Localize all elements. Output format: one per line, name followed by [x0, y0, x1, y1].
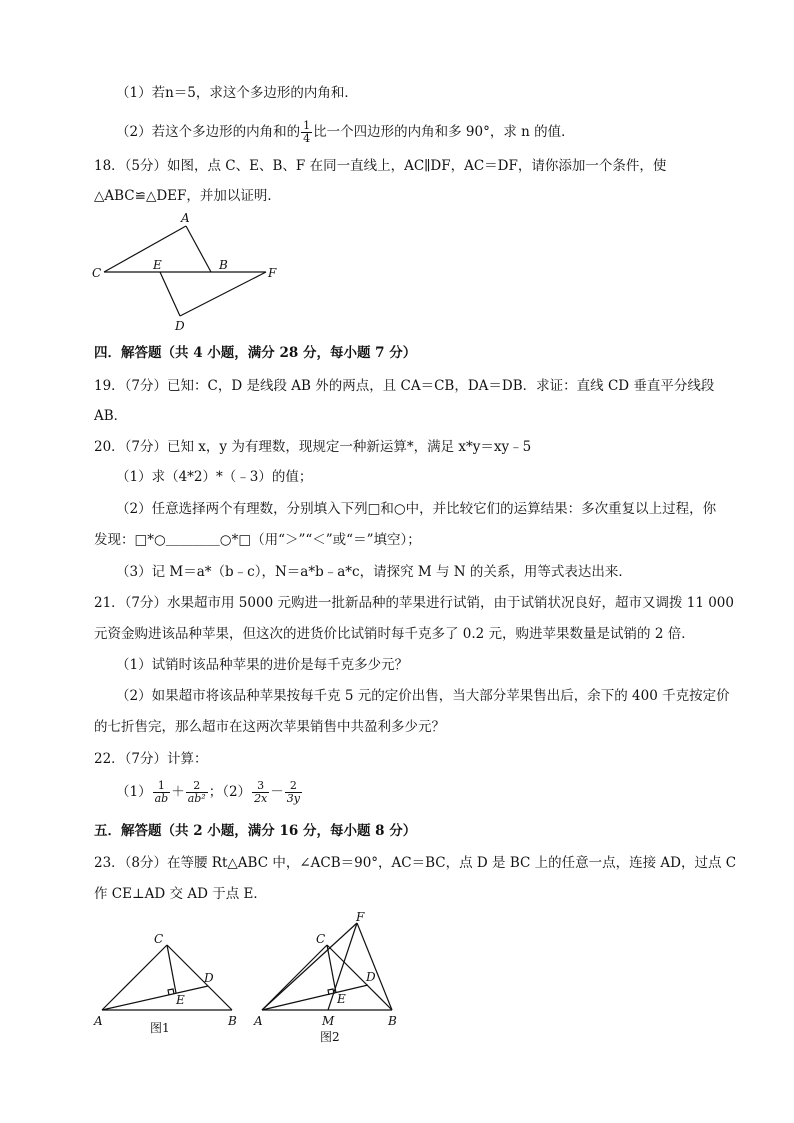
label-F: F [356, 910, 365, 924]
q17-fraction-numerator: 1 [303, 119, 311, 132]
q22-fraction-4 [285, 780, 302, 805]
q19-stem-line2: AB． [94, 408, 128, 424]
label-C: C [316, 932, 326, 946]
q22-f4-num: 2 [285, 780, 302, 793]
label-C: C [92, 266, 102, 280]
q21-part2-line2: 的七折售完，那么超市在这两次苹果销售中共盈利多少元？ [94, 719, 445, 735]
q20-part2-line2: 发现：□*○＿＿＿＿○*□（用“＞”“＜”或“＝”填空）； [94, 532, 421, 548]
segment-AB [186, 226, 211, 272]
label-C: C [154, 932, 164, 946]
q20-part1: （1）求（4*2）*（﹣3）的值； [116, 469, 313, 485]
label-A: A [181, 211, 190, 225]
q19-stem-line1: 19．（7分）已知：C，D 是线段 AB 外的两点，且 CA＝CB，DA＝DB．求证：直线 CD 垂直平分线段 [94, 378, 715, 394]
q22-f1-num: 1 [153, 780, 171, 793]
q22-fraction-3 [252, 780, 269, 805]
q21-stem-line2: 元资金购进该品种苹果，但这次的进货价比试销时每千克多了 0.2 元，购进苹果数量是试销的 2 倍． [94, 626, 695, 642]
q23-stem-line2: 作 CE⊥AD 交 AD 于点 E． [94, 886, 267, 902]
q17-part2-text-b: 比一个四边形的内角和多 90°，求 n 的值． [313, 124, 575, 140]
q21-part1: （1）试销时该品种苹果的进价是每千克多少元？ [116, 657, 409, 673]
q22-plus: ＋ [171, 784, 185, 800]
q18-stem-line2: △ABC≌△DEF，并加以证明． [94, 188, 281, 204]
label-B: B [228, 1014, 237, 1028]
q23-figure-2 [250, 905, 410, 1050]
label-D: D [204, 971, 214, 985]
q22-f2-num: 2 [186, 780, 208, 793]
label-E: E [176, 993, 185, 1007]
q21-part2-line1: （2）如果超市将该品种苹果按每千克 5 元的定价出售，当大部分苹果售出后，余下的 400 千克按定价 [116, 688, 730, 704]
segment-AC [262, 945, 327, 1010]
q22-separator: ；（2） [208, 784, 252, 800]
q22-f3-num: 3 [252, 780, 269, 793]
segment-CA [104, 226, 186, 272]
q23-figure-1 [90, 928, 250, 1040]
section4-heading: 四．解答题（共 4 小题，满分 28 分，每小题 7 分） [94, 345, 417, 361]
q22-fraction-1 [153, 780, 171, 805]
figure-1-caption: 图1 [150, 1021, 170, 1035]
q17-part2-text-a: （2）若这个多边形的内角和的 [116, 124, 301, 140]
q17-fraction [301, 120, 312, 145]
q22-stem: 22．（7分）计算： [94, 751, 208, 767]
label-F: F [268, 266, 277, 280]
q17-part2 [116, 120, 794, 145]
segment-FB [357, 923, 392, 1010]
label-M: M [322, 1014, 335, 1028]
q20-stem: 20．（7分）已知 x，y 为有理数，现规定一种新运算*，满足 x*y＝xy﹣5 [94, 439, 532, 455]
q21-stem-line1: 21．（7分）水果超市用 5000 元购进一批新品种的苹果进行试销，由于试销状况良好，超市又调拨 11 000 [94, 595, 734, 611]
label-E: E [337, 992, 346, 1006]
q23-stem-line1: 23．（8分）在等腰 Rt△ABC 中，∠ACB＝90°，AC＝BC，点 D 是 BC 上的任意一点，连接 AD，过点 C [94, 855, 737, 871]
segment-DF [180, 272, 266, 316]
q18-stem-line1: 18．（5分）如图，点 C、E、B、F 在同一直线上，AC∥DF，AC＝DF，请你添加一个条件，使 [94, 158, 667, 174]
q22-f3-den: 2x [254, 792, 268, 805]
label-A: A [94, 1014, 103, 1028]
segment-AC [102, 945, 167, 1010]
segment-ED [160, 272, 180, 316]
q22-expressions [116, 780, 794, 805]
q17-fraction-denominator: 4 [303, 132, 311, 145]
segment-AD [102, 986, 208, 1010]
q18-figure [86, 208, 296, 336]
section5-heading: 五．解答题（共 2 小题，满分 16 分，每小题 8 分） [94, 823, 417, 839]
label-B: B [388, 1014, 397, 1028]
label-B: B [219, 258, 228, 272]
figure-2-caption: 图2 [320, 1030, 340, 1044]
q22-f1-den: ab [154, 792, 169, 805]
q22-minus: － [270, 784, 284, 800]
q17-part1: （1）若n＝5，求这个多边形的内角和． [116, 85, 358, 101]
label-A: A [254, 1014, 263, 1028]
segment-AD [262, 985, 368, 1010]
label-D: D [366, 970, 376, 984]
q22-f2-den: ab² [187, 792, 206, 805]
label-E: E [153, 258, 162, 272]
q22-fraction-2 [186, 780, 208, 805]
q20-part2-line1: （2）任意选择两个有理数，分别填入下列□和○中，并比较它们的运算结果：多次重复以上过程，你 [116, 501, 717, 517]
label-D: D [175, 319, 185, 333]
q22-f4-den: 3y [286, 792, 300, 805]
q20-part3: （3）记 M＝a*（b﹣c），N＝a*b﹣a*c，请探究 M 与 N 的关系，用等式表达出来． [116, 564, 632, 580]
q22-part1-label: （1） [116, 784, 152, 800]
